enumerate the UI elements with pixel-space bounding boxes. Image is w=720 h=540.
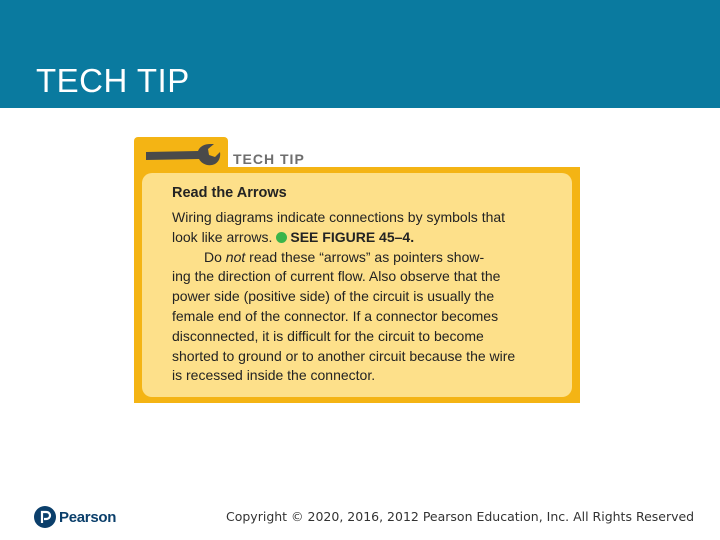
tip-line-1: Wiring diagrams indicate connections by symbols that <box>172 209 506 225</box>
tip-line-3-start: Do <box>204 248 226 265</box>
copyright-notice: Copyright © 2020, 2016, 2012 Pearson Education, Inc. All Rights Reserved <box>226 509 695 524</box>
pearson-logo <box>34 506 117 528</box>
tab-label: TECH TIP <box>233 151 305 167</box>
tip-line-2 <box>172 228 558 248</box>
tip-emphasis: not <box>225 248 246 265</box>
tip-line-5: power side (positive side) of the circuit is usually the <box>172 288 495 305</box>
tip-line-7: disconnected, it is difficult for the circuit to become <box>172 327 484 344</box>
logo-wordmark: Pearson <box>59 509 117 526</box>
tip-line-6: female end of the connector. If a connector becomes <box>172 307 499 324</box>
tip-line-3 <box>172 248 558 268</box>
figure-reference: SEE FIGURE 45–4. <box>290 228 415 245</box>
tip-line-3-end: read these “arrows” as pointers show- <box>245 248 485 265</box>
wrench-icon <box>142 143 222 169</box>
tip-line-4: ing the direction of current flow. Also observe that the <box>172 268 501 285</box>
tip-line-2-text: look like arrows. <box>172 228 273 245</box>
tech-tip-box <box>134 137 580 403</box>
tip-line-8: shorted to ground or to another circuit because the wire <box>172 347 516 364</box>
green-dot-icon <box>276 232 287 243</box>
tip-line-9: is recessed inside the connector. <box>172 367 376 384</box>
pearson-p-icon <box>34 506 56 528</box>
tech-tip-frame <box>134 167 580 403</box>
tech-tip-tab <box>134 137 228 173</box>
slide-title: TECH TIP <box>36 62 190 99</box>
tip-heading: Read the Arrows <box>172 185 287 201</box>
tip-paragraph <box>172 208 558 386</box>
title-bar <box>0 0 720 108</box>
tech-tip-panel <box>142 173 572 397</box>
